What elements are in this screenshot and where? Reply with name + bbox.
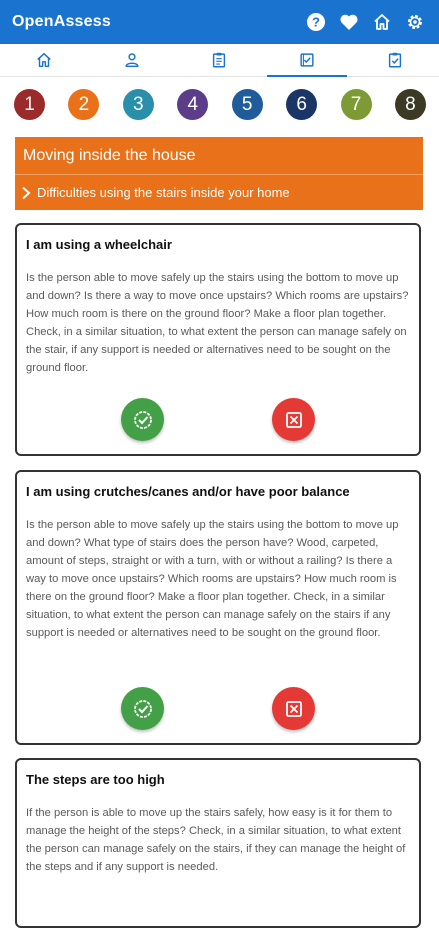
card-body: If the person is able to move up the stairs safely, how easy is it for them to manage the height of the steps? Check, in a similar situation, to what extent the person can manage safely on the stairs, if they can manage the height of the steps and if any support is needed. — [26, 807, 406, 873]
help-icon[interactable] — [306, 12, 326, 32]
clipboard-check-icon — [386, 51, 404, 69]
card-body: Is the person able to move safely up the stairs using the bottom to move up and down? Is there a way to move once upstairs? Which rooms are upstairs? How much room is there on the ground floor? Make a floor plan together. Check, in a similar situation, to what extent the person can manage safely on the stair, if any support is needed or alternatives need to be sought on the ground floor. — [26, 272, 409, 374]
close-box-icon — [283, 409, 305, 431]
step-1[interactable]: 1 — [14, 89, 45, 120]
clipboard-icon — [210, 51, 228, 69]
section-subtitle: Difficulties using the stairs inside your home — [37, 185, 290, 200]
question-card — [15, 223, 421, 456]
section-title: Moving inside the house — [15, 137, 423, 174]
yes-button[interactable] — [121, 398, 164, 441]
settings-icon[interactable] — [405, 12, 425, 32]
tab-clipboard[interactable] — [176, 44, 264, 76]
card-title: I am using crutches/canes and/or have poor balance — [26, 484, 350, 499]
tab-home[interactable] — [0, 44, 88, 76]
home-icon — [35, 51, 53, 69]
app-bar — [0, 0, 439, 44]
tab-clipboard-check[interactable] — [351, 44, 439, 76]
step-selector — [14, 89, 426, 123]
heart-icon[interactable] — [339, 12, 359, 32]
app-title: OpenAssess — [12, 13, 111, 30]
tab-checklist[interactable] — [263, 44, 351, 76]
app-bar-actions — [306, 12, 425, 32]
checklist-icon — [298, 51, 316, 69]
card-title: I am using a wheelchair — [26, 237, 172, 252]
tab-bar — [0, 44, 439, 77]
step-7[interactable]: 7 — [341, 89, 372, 120]
step-6[interactable]: 6 — [286, 89, 317, 120]
step-2[interactable]: 2 — [68, 89, 99, 120]
card-body: Is the person able to move safely up the stairs using the bottom to move up and down? What type of stairs does the person have? Wood, carpeted, amount of steps, straight or with a turn, with or without a railing? Is there a way to move once upstairs? Which rooms are upstairs? How much room is there on the ground floor? Make a floor plan together. Check, in a similar situation, to what extent the person can manage safely on the stairs if any support is needed or alternatives need to be sought on the ground floor. — [26, 519, 399, 639]
step-8[interactable]: 8 — [395, 89, 426, 120]
section-subtitle-row[interactable] — [15, 174, 423, 210]
card-title: The steps are too high — [26, 772, 165, 787]
step-5[interactable]: 5 — [232, 89, 263, 120]
tab-person[interactable] — [88, 44, 176, 76]
check-badge-icon — [132, 698, 154, 720]
home-icon[interactable] — [372, 12, 392, 32]
check-badge-icon — [132, 409, 154, 431]
question-card — [15, 758, 421, 928]
person-icon — [123, 51, 141, 69]
step-3[interactable]: 3 — [123, 89, 154, 120]
yes-button[interactable] — [121, 687, 164, 730]
step-4[interactable]: 4 — [177, 89, 208, 120]
section-header — [15, 137, 423, 210]
chevron-right-icon — [15, 186, 37, 200]
question-card — [15, 470, 421, 745]
close-box-icon — [283, 698, 305, 720]
svg-text:?: ? — [312, 14, 320, 30]
no-button[interactable] — [272, 398, 315, 441]
card-actions — [17, 398, 419, 441]
card-actions — [17, 687, 419, 730]
no-button[interactable] — [272, 687, 315, 730]
